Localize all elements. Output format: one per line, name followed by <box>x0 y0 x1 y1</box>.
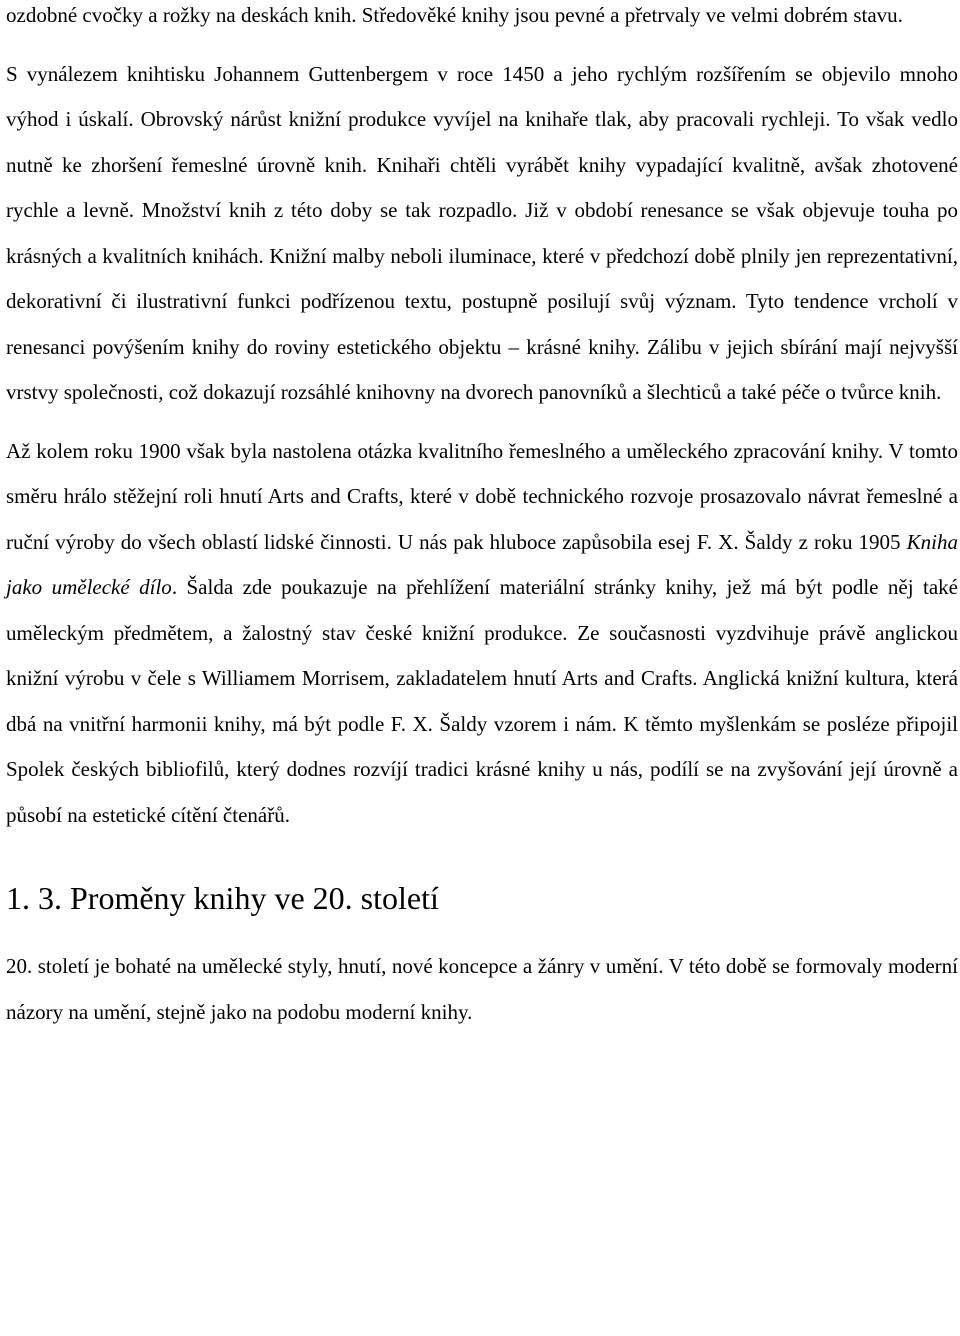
section-gap <box>6 838 958 870</box>
paragraph-printing-press: S vynálezem knihtisku Johannem Guttenbergem v roce 1450 a jeho rychlým rozšířením se objevilo mnoho výhod i úskalí. Obrovský nárůst knižní produkce vyvíjel na knihaře tlak, aby pracovali rychleji. To však vedlo nutně ke zhoršení řemeslné úrovně knih. Knihaři chtěli vyrábět knihy vypadající kvalitně, avšak zhotovené rychle a levně. Množství knih z této doby se tak rozpadlo. Již v období renesance se však objevuje touha po krásných a kvalitních knihách. Knižní malby neboli iluminace, které v předchozí době plnily jen reprezentativní, dekorativní či ilustrativní funkci podřízenou textu, postupně posilují svůj význam. Tyto tendence vrcholí v renesanci povýšením knihy do roviny estetického objektu – krásné knihy. Zálibu v jejich sbírání mají nejvyšší vrstvy společnosti, což dokazují rozsáhlé knihovny na dvorech panovníků a šlechticů a také péče o tvůrce knih. <box>6 61 958 404</box>
section-heading: 1. 3. Proměny knihy ve 20. století <box>6 880 439 916</box>
paragraph-text-after-title: . Šalda zde poukazuje na přehlížení materiální stránky knihy, jež má být podle něj také uměleckým předmětem, a žalostný stav české knižní produkce. Ze současnosti vyzdvihuje právě anglickou knižní výrobu v čele s Williamem Morrisem, zakladatelem hnutí Arts and Crafts. Anglická knižní kultura, která dbá na vnitřní harmonii knihy, má být podle F. X. Šaldy vzorem i nám. K těmto myšlenkám se posléze připojil Spolek českých bibliofilů, který dodnes rozvíjí tradici krásné knihy u nás, podílí se na zvyšování její úrovně a působí na estetické cítění čtenářů. <box>6 575 958 827</box>
paragraph-20th-century: 20. století je bohaté na umělecké styly, hnutí, nové koncepce a žánry v umění. V této době se formovaly moderní názory na umění, stejně jako na podobu moderní knihy. <box>6 954 958 1024</box>
heading-gap <box>6 926 958 944</box>
paragraph-gap <box>6 39 958 52</box>
paragraph-gap <box>6 416 958 429</box>
paragraph-arts-and-crafts <box>6 429 958 839</box>
document-page <box>6 0 958 1035</box>
paragraph-book-decoration: ozdobné cvočky a rožky na deskách knih. Středověké knihy jsou pevné a přetrvaly ve velmi dobrém stavu. <box>6 3 903 27</box>
paragraph-text-before-title: Až kolem roku 1900 však byla nastolena otázka kvalitního řemeslného a uměleckého zpracování knihy. V tomto směru hrálo stěžejní roli hnutí Arts and Crafts, které v době technického rozvoje prosazovalo návrat řemeslné a ruční výroby do všech oblastí lidské činnosti. U nás pak hluboce zapůsobila esej F. X. Šaldy z roku 1905 <box>6 438 958 554</box>
essay-title: Kniha jako umělecké dílo <box>6 529 958 599</box>
